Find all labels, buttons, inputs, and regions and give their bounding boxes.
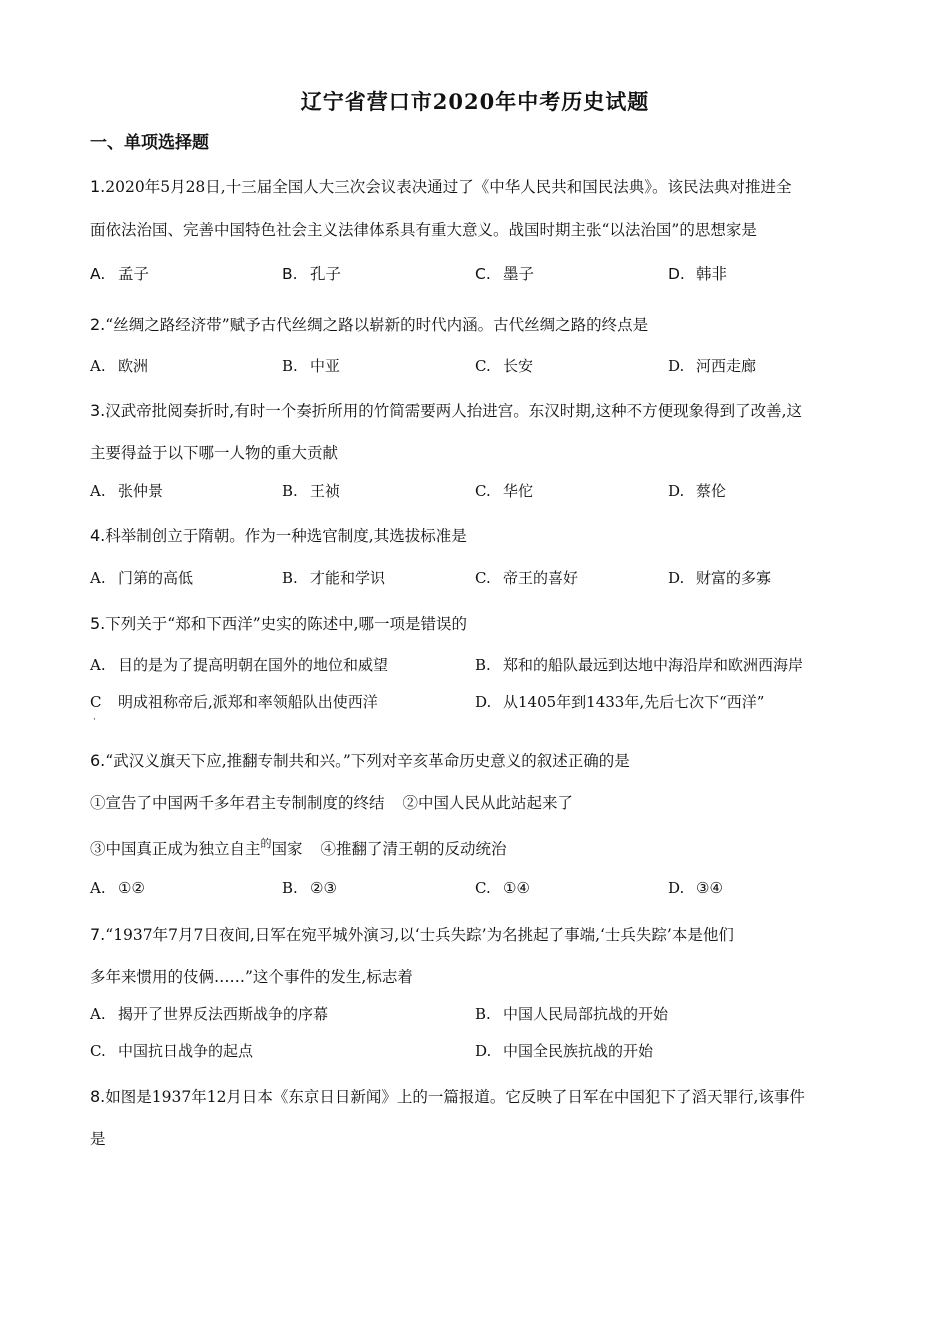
question-3-line-1: 3.汉武帝批阅奏折时,有时一个奏折所用的竹简需要两人抬进宫。东汉时期,这种不方便现象得到了改善,这 [90, 401, 803, 420]
option-d: D. 河西走廊 [668, 357, 757, 375]
option-a: A. ①② [90, 879, 145, 897]
statement-row-2: ③中国真正成为独立自主$^的$国家 ④推翻了清王朝的反动统治 [90, 837, 507, 858]
question-number: 8. [90, 1087, 106, 1106]
option-d: D. 财富的多寡 [668, 569, 772, 587]
exam-title: 辽宁省营口市2020年中考历史试题 [300, 89, 650, 114]
question-7-line-2: 多年来惯用的伎俩……”这个事件的发生,标志着 [90, 968, 413, 986]
question-number: 2. [90, 315, 106, 334]
option-d: D. 中国全民族抗战的开始 [475, 1042, 654, 1060]
option-b: B. 中国人民局部抗战的开始 [475, 1005, 669, 1023]
question-8-line-2: 是 [90, 1130, 106, 1148]
question-4-line-1: 4.科举制创立于隋朝。作为一种选官制度,其选拔标准是 [90, 526, 467, 545]
question-1-line-1: 1.2020年5月28日,十三届全国人大三次会议表决通过了《中华人民共和国民法典》。该民法典对推进全 [90, 177, 792, 196]
statement-row-1: ①宣告了中国两千多年君主专制制度的终结 ②中国人民从此站起来了 [90, 794, 574, 812]
option-d: D. ③④ [668, 879, 723, 897]
option-d: D. 韩非 [668, 265, 728, 283]
question-2-line-1: 2.“丝绸之路经济带”赋予古代丝绸之路以崭新的时代内涵。古代丝绸之路的终点是 [90, 315, 649, 334]
question-number: 1. [90, 177, 106, 196]
option-c: C 明成祖称帝后,派郑和率领船队出使西洋 [90, 693, 378, 711]
option-a: A. 张仲景 [90, 482, 164, 500]
option-b: B. 郑和的船队最远到达地中海沿岸和欧洲西海岸 [475, 656, 804, 674]
question-number: 5. [90, 614, 106, 633]
option-c: C. 帝王的喜好 [475, 569, 579, 587]
question-1-line-2: 面依法治国、完善中国特色社会主义法律体系具有重大意义。战国时期主张“以法治国”的思想家是 [90, 221, 757, 239]
option-a: A. 门第的高低 [90, 569, 194, 587]
question-6-line-1: 6.“武汉义旗天下应,推翻专制共和兴。”下列对辛亥革命历史意义的叙述正确的是 [90, 751, 630, 770]
option-d: D. 从1405年到1433年,先后七次下“西洋” [475, 693, 765, 711]
option-b: B. 才能和学识 [282, 569, 386, 587]
option-c: C. 华佗 [475, 482, 534, 500]
option-a: A. 目的是为了提高明朝在国外的地位和威望 [90, 656, 389, 674]
question-number: 6. [90, 751, 106, 770]
question-7-line-1: 7.“1937年7月7日夜间,日军在宛平城外演习,以‘士兵失踪’为名挑起了事端,‘士兵失踪’本是他们 [90, 925, 734, 944]
stray-dot: · [93, 715, 96, 725]
question-3-line-2: 主要得益于以下哪一人物的重大贡献 [90, 444, 339, 462]
question-5-line-1: 5.下列关于“郑和下西洋”史实的陈述中,哪一项是错误的 [90, 614, 468, 633]
question-8-line-1: 8.如图是1937年12月日本《东京日日新闻》上的一篇报道。它反映了日军在中国犯下了滔天罪行,该事件 [90, 1087, 805, 1106]
question-number: 3. [90, 401, 106, 420]
option-c: C. 长安 [475, 357, 534, 375]
option-a: A. 揭开了世界反法西斯战争的序幕 [90, 1005, 329, 1023]
option-b: B. 孔子 [282, 265, 342, 283]
option-c: C. ①④ [475, 879, 530, 897]
option-b: B. ②③ [282, 879, 337, 897]
option-b: B. 王祯 [282, 482, 341, 500]
option-c: C. 中国抗日战争的起点 [90, 1042, 254, 1060]
section-heading: 一、单项选择题 [90, 133, 209, 153]
option-b: B. 中亚 [282, 357, 341, 375]
option-a: A. 孟子 [90, 265, 150, 283]
option-c: C. 墨子 [475, 265, 535, 283]
option-a: A. 欧洲 [90, 357, 149, 375]
question-number: 7. [90, 925, 106, 944]
question-number: 4. [90, 526, 106, 545]
option-d: D. 蔡伦 [668, 482, 727, 500]
